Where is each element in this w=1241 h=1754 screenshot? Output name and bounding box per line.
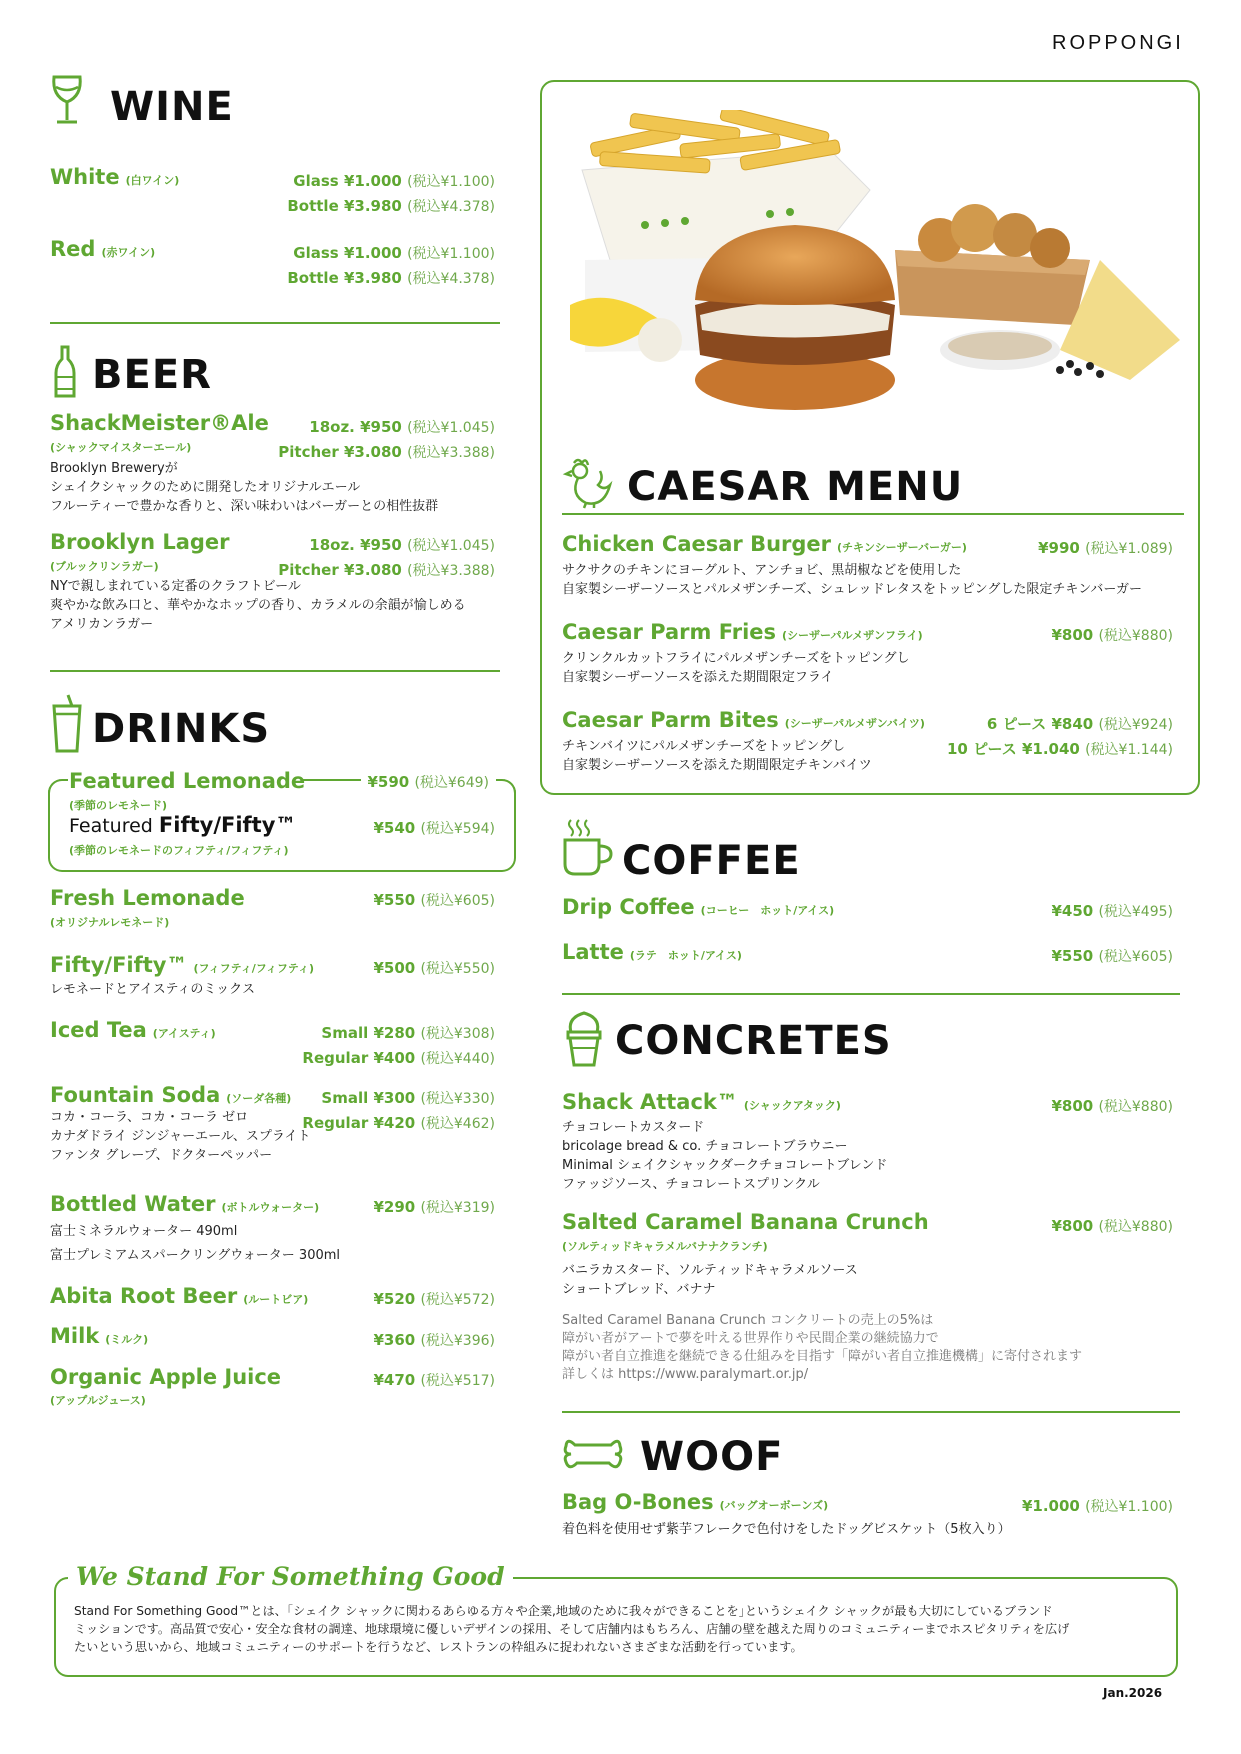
- menu-item-name: Drip Coffee (コーヒー ホット/アイス): [562, 895, 835, 919]
- menu-item-name: Caesar Parm Bites (シーザーパルメザンバイツ): [562, 708, 925, 732]
- menu-item-name: Fountain Soda (ソーダ各種): [50, 1083, 292, 1107]
- menu-item-name: Fresh Lemonade: [50, 886, 245, 910]
- price: ¥800 (税込¥880): [1051, 1097, 1173, 1115]
- menu-item-name: Brooklyn Lager: [50, 530, 230, 554]
- price: ¥520 (税込¥572): [373, 1290, 495, 1308]
- price: Small ¥280 (税込¥308): [321, 1024, 495, 1042]
- price: ¥450 (税込¥495): [1051, 902, 1173, 920]
- beer-title: BEER: [92, 352, 212, 398]
- price: Glass ¥1.000 (税込¥1.100): [293, 244, 495, 262]
- price: ¥500 (税込¥550): [373, 959, 495, 977]
- menu-item-subtitle: (アップルジュース): [50, 1394, 146, 1407]
- menu-item-description: チョコレートカスタード bricolage bread & co. チョコレートブラウニー Minimal シェイクシャックダークチョコレートブレンド ファッジソース、チョコレートスプリンクル: [562, 1120, 888, 1192]
- price: Bottle ¥3.980 (税込¥4.378): [287, 197, 495, 215]
- donation-note: Salted Caramel Banana Crunch コンクリートの売上の5%は 障がい者がアートで夢を叶える世界作りや民間企業の継続協力で 障がい者自立推進を継続できる仕組みを目指す「障がい者自立推進機構」に寄付されます 詳しくは https://www.paralymart.or.jp/: [562, 1313, 1083, 1382]
- menu-item-description: クリンクルカットフライにパルメザンチーズをトッピングし 自家製シーザーソースを添えた期間限定フライ: [562, 651, 910, 685]
- wine-glass-icon: [50, 74, 84, 126]
- rooster-icon: [560, 455, 616, 509]
- price: ¥540 (税込¥594): [373, 819, 495, 837]
- wine-title: WINE: [110, 84, 234, 130]
- location-label: ROPPONGI: [1052, 32, 1184, 54]
- woof-title: WOOF: [640, 1434, 784, 1480]
- ssg-description: Stand For Something Good™とは、｢シェイク シャックに関わるあらゆる方々や企業,地域のために我々ができることを｣というシェイク シャックが最も大切にしているブランド ミッションです。高品質で安心・安全な食材の調達、地球環境に優しいデザインの採用、そして店舗内はもちろん、店舗の壁を越えた周りのコミュニティーまでホスピタリティを広げ たいという思いから、地域コミュニティーのサポートを行うなど、レストランの枠組みに捉われないさまざまな活動を行っています。: [74, 1604, 1070, 1654]
- price: ¥470 (税込¥517): [373, 1371, 495, 1389]
- price: Small ¥300 (税込¥330): [321, 1089, 495, 1107]
- price: 18oz. ¥950 (税込¥1.045): [309, 418, 495, 436]
- menu-item-description: チキンバイツにパルメザンチーズをトッピングし 自家製シーザーソースを添えた期間限定チキンバイツ: [562, 739, 872, 773]
- price: ¥1.000 (税込¥1.100): [1021, 1497, 1173, 1515]
- menu-item-subtitle: (オリジナルレモネード): [50, 916, 170, 929]
- menu-item-name: Caesar Parm Fries (シーザーパルメザンフライ): [562, 620, 923, 644]
- price: Pitcher ¥3.080 (税込¥3.388): [278, 561, 495, 579]
- menu-item-name: Featured Fifty/Fifty™: [69, 813, 297, 837]
- caesar-title: CAESAR MENU: [627, 464, 964, 510]
- concretes-title: CONCRETES: [615, 1018, 892, 1064]
- box-line: [302, 779, 370, 781]
- price: 10 ピース ¥1.040 (税込¥1.144): [946, 740, 1173, 758]
- price: ¥290 (税込¥319): [373, 1198, 495, 1216]
- menu-item-description: Brooklyn Breweryが シェイクシャックのために開発したオリジナルエール フルーティーで豊かな香りと、深い味わいはバーガーとの相性抜群: [50, 461, 439, 514]
- price: 18oz. ¥950 (税込¥1.045): [309, 536, 495, 554]
- price: Glass ¥1.000 (税込¥1.100): [293, 172, 495, 190]
- menu-item-subtitle: (ソルティッドキャラメルバナナクランチ): [562, 1240, 768, 1253]
- divider: [50, 322, 500, 324]
- concrete-cup-icon: [565, 1010, 603, 1068]
- menu-item-name: Bag O-Bones (バッグオーボーンズ): [562, 1490, 829, 1514]
- menu-item-subtitle: (シャックマイスターエール): [50, 441, 192, 454]
- box-corner: [496, 779, 516, 793]
- beer-bottle-icon: [54, 345, 76, 399]
- coffee-title: COFFEE: [622, 838, 801, 884]
- menu-item-name: Iced Tea (アイスティ): [50, 1018, 216, 1042]
- drink-cup-icon: [52, 694, 82, 754]
- price: Regular ¥400 (税込¥440): [302, 1049, 495, 1067]
- menu-item-description: 着色料を使用せず紫芋フレークで色付けをしたドッグビスケット（5枚入り）: [562, 1522, 1011, 1537]
- menu-item-name: Bottled Water (ボトルウォーター): [50, 1192, 320, 1216]
- menu-item-name: ShackMeister®Ale: [50, 411, 269, 435]
- price: ¥990 (税込¥1.089): [1038, 539, 1173, 557]
- coffee-cup-icon: [563, 818, 613, 876]
- menu-item-name: Latte (ラテ ホット/アイス): [562, 940, 742, 964]
- menu-item-description: NYで親しまれている定番のクラフトビール 爽やかな飲み口と、華やかなホップの香り、カラメルの余韻が愉しめる アメリカンラガー: [50, 579, 466, 632]
- menu-date: Jan.2026: [1103, 1686, 1163, 1700]
- divider: [562, 513, 1184, 515]
- menu-item-name: Chicken Caesar Burger (チキンシーザーバーガー): [562, 532, 967, 556]
- price: Pitcher ¥3.080 (税込¥3.388): [278, 443, 495, 461]
- price: ¥550 (税込¥605): [373, 891, 495, 909]
- drinks-title: DRINKS: [92, 706, 271, 752]
- menu-item-name: Salted Caramel Banana Crunch: [562, 1210, 929, 1234]
- divider: [562, 993, 1180, 995]
- menu-item-description: コカ・コーラ、コカ・コーラ ゼロ カナダドライ ジンジャーエール、スプライト ファンタ グレープ、ドクターペッパー: [50, 1110, 311, 1163]
- menu-item-name: Red (赤ワイン): [50, 237, 156, 261]
- price: Regular ¥420 (税込¥462): [302, 1114, 495, 1132]
- menu-item-description: レモネードとアイスティのミックス: [50, 982, 256, 997]
- price: ¥590 (税込¥649): [361, 772, 495, 792]
- divider: [562, 1411, 1180, 1413]
- menu-item-subtitle: (季節のレモネードのフィフティ/フィフティ): [69, 844, 289, 857]
- box-corner: [48, 779, 68, 793]
- menu-item-name: Organic Apple Juice: [50, 1365, 282, 1389]
- menu-item-name: Fifty/Fifty™ (フィフティ/フィフティ): [50, 953, 315, 977]
- menu-item-subtitle: (ブルックリンラガー): [50, 560, 159, 573]
- dog-bone-icon: [563, 1435, 623, 1473]
- price: Bottle ¥3.980 (税込¥4.378): [287, 269, 495, 287]
- caesar-food-photo: [570, 110, 1190, 445]
- price: ¥550 (税込¥605): [1051, 947, 1173, 965]
- price: ¥800 (税込¥880): [1051, 1217, 1173, 1235]
- menu-item-name: Featured Lemonade: [69, 769, 306, 793]
- menu-item-name: Shack Attack™ (シャックアタック): [562, 1090, 841, 1114]
- menu-item-description: バニラカスタード、ソルティッドキャラメルソース ショートブレッド、バナナ: [562, 1263, 858, 1297]
- divider: [50, 670, 500, 672]
- menu-item-name: White (白ワイン): [50, 165, 180, 189]
- menu-item-name: Abita Root Beer (ルートビア): [50, 1284, 309, 1308]
- price: 6 ピース ¥840 (税込¥924): [986, 715, 1173, 733]
- menu-item-description: サクサクのチキンにヨーグルト、アンチョビ、黒胡椒などを使用した 自家製シーザーソースとパルメザンチーズ、シュレッドレタスをトッピングした限定チキンバーガー: [562, 563, 1143, 597]
- price: ¥800 (税込¥880): [1051, 626, 1173, 644]
- menu-item-description: 富士ミネラルウォーター 490ml 富士プレミアムスパークリングウォーター 300ml: [50, 1224, 341, 1263]
- menu-item-subtitle: (季節のレモネード): [69, 799, 168, 812]
- ssg-title: We Stand For Something Good: [68, 1562, 513, 1591]
- menu-item-name: Milk (ミルク): [50, 1324, 149, 1348]
- price: ¥360 (税込¥396): [373, 1331, 495, 1349]
